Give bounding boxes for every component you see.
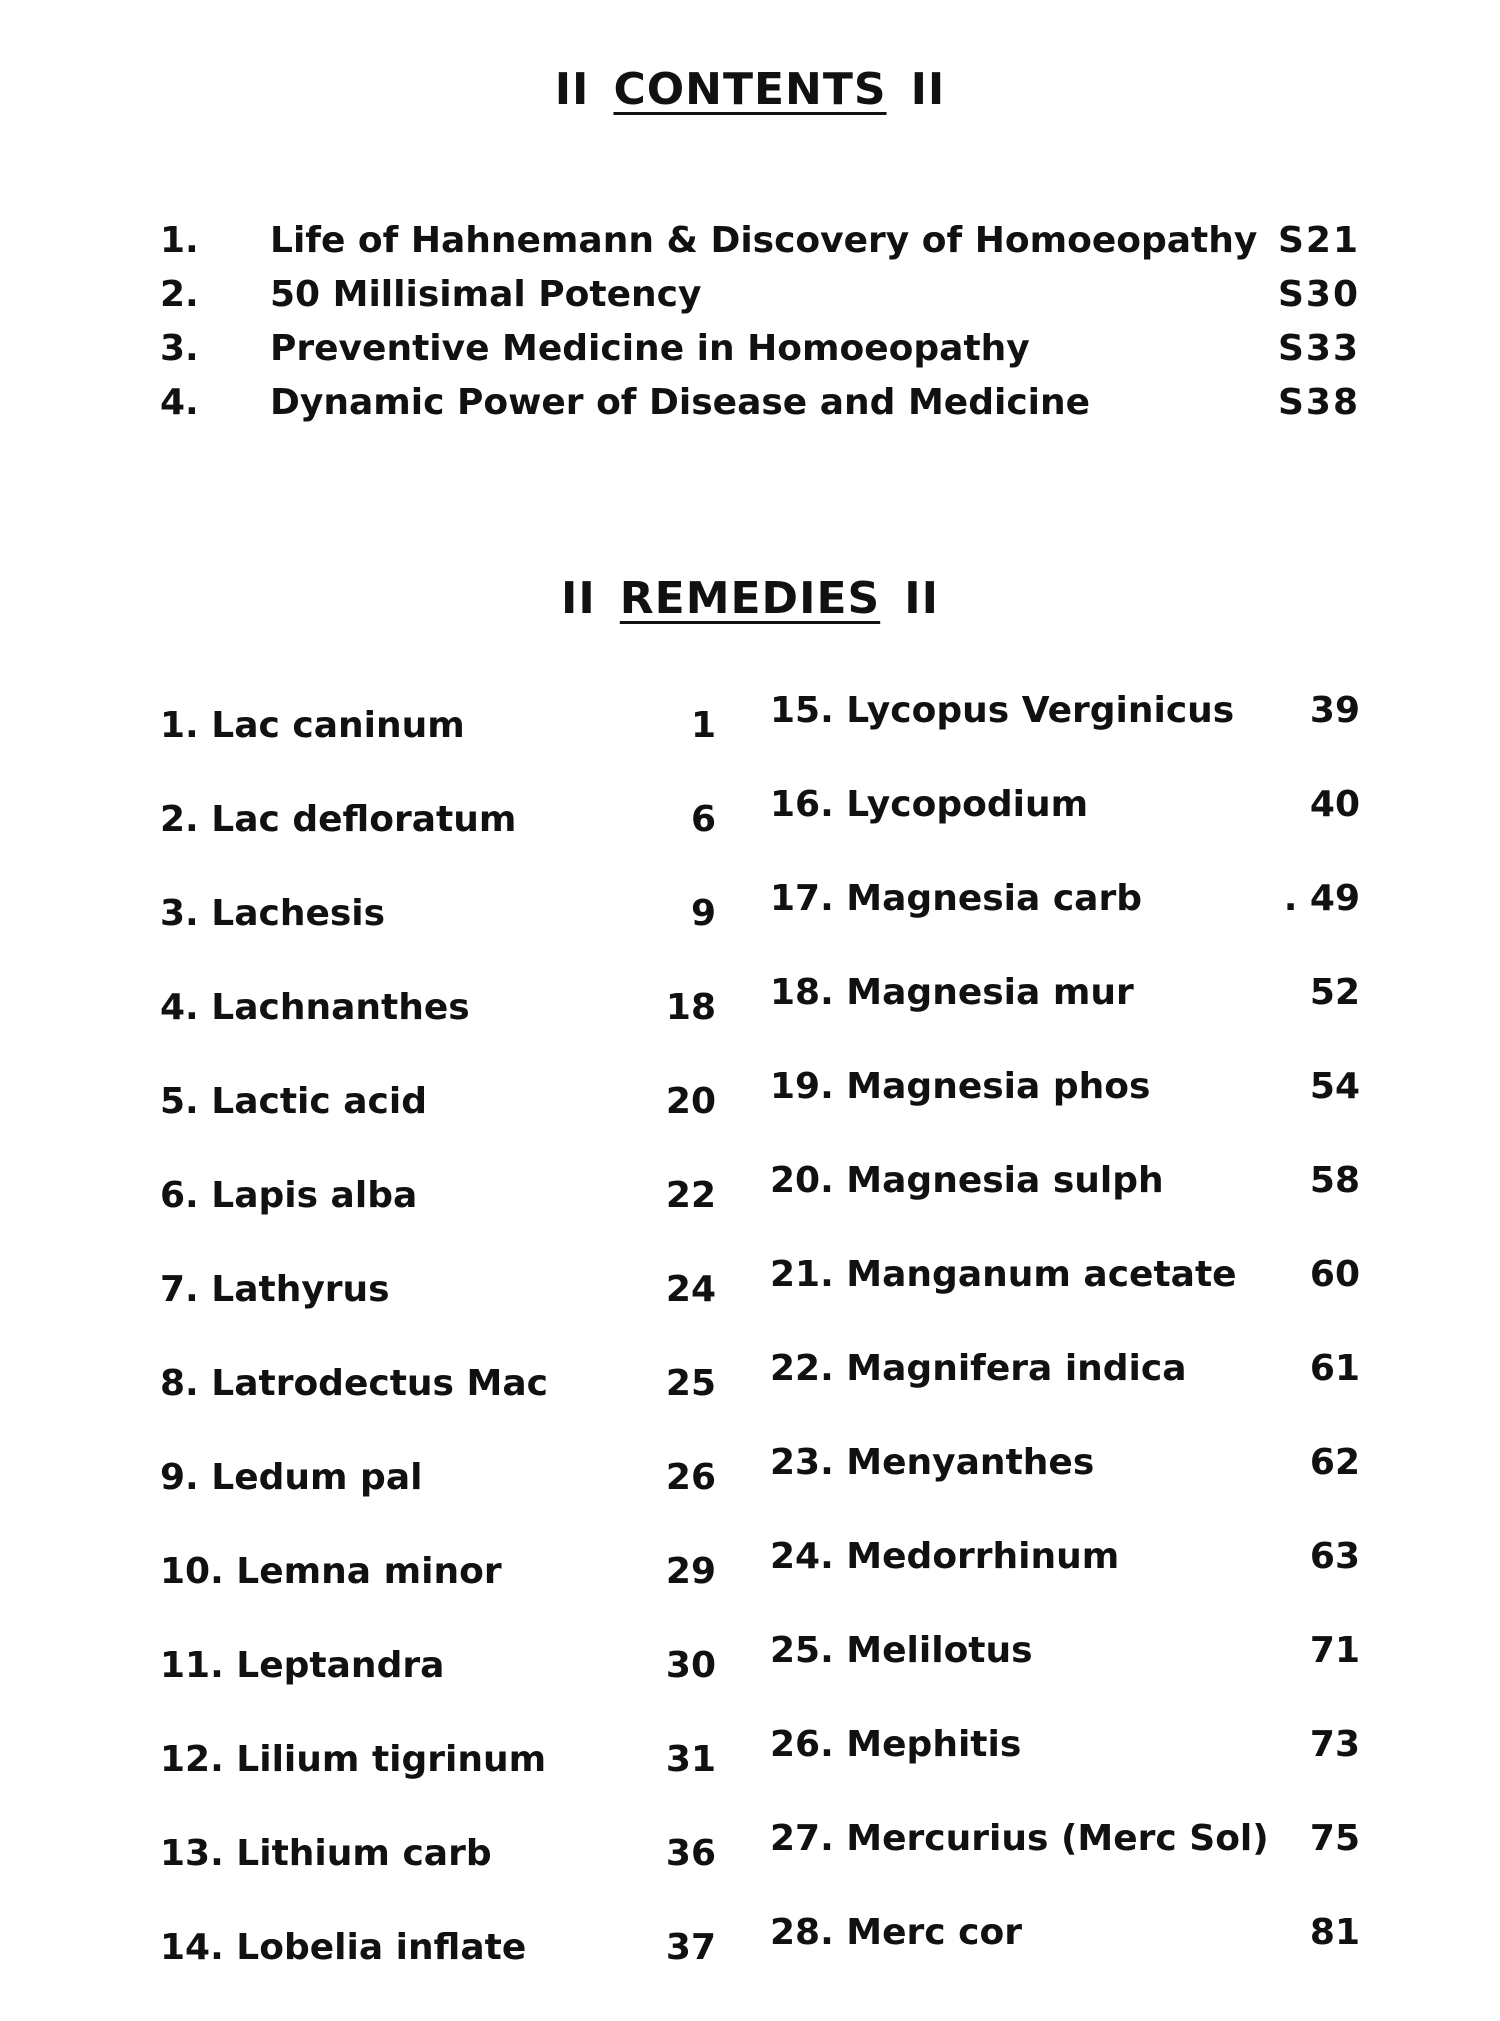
contents-title-text: 50 Millisimal Potency bbox=[270, 274, 702, 315]
remedy-row bbox=[160, 1833, 716, 1927]
remedy-row bbox=[770, 1348, 1360, 1442]
remedy-label: 11. Leptandra bbox=[160, 1645, 445, 1686]
contents-row bbox=[160, 220, 1360, 274]
remedies-title: REMEDIES bbox=[619, 573, 881, 624]
remedy-page: 39 bbox=[1309, 690, 1360, 731]
remedy-page: 25 bbox=[665, 1363, 716, 1404]
contents-number: 2. bbox=[160, 274, 199, 315]
remedy-page: 52 bbox=[1309, 972, 1360, 1013]
remedies-left-column bbox=[160, 705, 716, 2021]
remedy-row bbox=[160, 1269, 716, 1363]
remedy-page: 75 bbox=[1309, 1818, 1360, 1859]
remedy-row bbox=[770, 1724, 1360, 1818]
contents-title-text: Preventive Medicine in Homoeopathy bbox=[270, 328, 1030, 369]
remedy-row bbox=[770, 1254, 1360, 1348]
remedy-label: 26. Mephitis bbox=[770, 1724, 1022, 1765]
remedy-label: 25. Melilotus bbox=[770, 1630, 1033, 1671]
remedy-label: 19. Magnesia phos bbox=[770, 1066, 1151, 1107]
heading-left-bar: II bbox=[554, 64, 590, 115]
remedy-label: 28. Merc cor bbox=[770, 1912, 1022, 1953]
remedy-row bbox=[160, 1551, 716, 1645]
remedy-label: 3. Lachesis bbox=[160, 893, 386, 934]
remedy-page: 22 bbox=[665, 1175, 716, 1216]
remedy-label: 2. Lac defloratum bbox=[160, 799, 517, 840]
remedy-row bbox=[770, 1160, 1360, 1254]
remedies-heading bbox=[0, 573, 1500, 624]
remedy-row bbox=[770, 1912, 1360, 2006]
remedy-page: . 49 bbox=[1283, 878, 1360, 919]
remedy-row bbox=[770, 1536, 1360, 1630]
remedy-page: 30 bbox=[665, 1645, 716, 1686]
contents-row bbox=[160, 274, 1360, 328]
remedy-page: 26 bbox=[665, 1457, 716, 1498]
contents-row bbox=[160, 382, 1360, 436]
contents-number: 4. bbox=[160, 382, 199, 423]
remedy-row bbox=[160, 705, 716, 799]
remedy-page: 63 bbox=[1309, 1536, 1360, 1577]
remedy-label: 17. Magnesia carb bbox=[770, 878, 1142, 919]
remedy-label: 8. Latrodectus Mac bbox=[160, 1363, 548, 1404]
remedy-label: 13. Lithium carb bbox=[160, 1833, 492, 1874]
remedy-label: 9. Ledum pal bbox=[160, 1457, 423, 1498]
remedy-row bbox=[160, 1363, 716, 1457]
contents-title-text: Dynamic Power of Disease and Medicine bbox=[270, 382, 1091, 423]
contents-number: 3. bbox=[160, 328, 199, 369]
contents-page: S38 bbox=[1277, 382, 1360, 423]
remedy-label: 1. Lac caninum bbox=[160, 705, 465, 746]
remedy-row bbox=[770, 1630, 1360, 1724]
remedy-page: 6 bbox=[690, 799, 716, 840]
remedy-page: 58 bbox=[1309, 1160, 1360, 1201]
remedy-row bbox=[770, 972, 1360, 1066]
remedy-page: 29 bbox=[665, 1551, 716, 1592]
remedy-row bbox=[160, 1175, 716, 1269]
remedy-page: 71 bbox=[1309, 1630, 1360, 1671]
remedy-label: 5. Lactic acid bbox=[160, 1081, 427, 1122]
remedy-label: 4. Lachnanthes bbox=[160, 987, 470, 1028]
remedy-row bbox=[770, 878, 1360, 972]
remedy-label: 10. Lemna minor bbox=[160, 1551, 502, 1592]
remedy-page: 20 bbox=[665, 1081, 716, 1122]
remedy-row bbox=[160, 1927, 716, 2021]
remedy-page: 37 bbox=[665, 1927, 716, 1968]
remedy-label: 15. Lycopus Verginicus bbox=[770, 690, 1235, 731]
contents-page: S30 bbox=[1277, 274, 1360, 315]
heading-right-bar: II bbox=[904, 573, 939, 624]
remedy-row bbox=[770, 1818, 1360, 1912]
remedy-row bbox=[160, 987, 716, 1081]
remedy-label: 16. Lycopodium bbox=[770, 784, 1089, 825]
remedy-label: 12. Lilium tigrinum bbox=[160, 1739, 547, 1780]
contents-number: 1. bbox=[160, 220, 199, 261]
remedy-row bbox=[770, 1066, 1360, 1160]
remedy-row bbox=[160, 799, 716, 893]
remedy-label: 22. Magnifera indica bbox=[770, 1348, 1187, 1389]
remedy-page: 18 bbox=[665, 987, 716, 1028]
contents-page: S33 bbox=[1277, 328, 1360, 369]
contents-title-text: Life of Hahnemann & Discovery of Homoeopathy bbox=[270, 220, 1258, 261]
remedy-page: 54 bbox=[1309, 1066, 1360, 1107]
remedy-row bbox=[160, 1739, 716, 1833]
remedy-page: 81 bbox=[1309, 1912, 1360, 1953]
remedy-label: 18. Magnesia mur bbox=[770, 972, 1134, 1013]
remedy-page: 36 bbox=[665, 1833, 716, 1874]
contents-page: S21 bbox=[1277, 220, 1360, 261]
heading-right-bar: II bbox=[910, 64, 946, 115]
remedy-label: 7. Lathyrus bbox=[160, 1269, 390, 1310]
remedy-label: 20. Magnesia sulph bbox=[770, 1160, 1164, 1201]
contents-row bbox=[160, 328, 1360, 382]
remedy-row bbox=[160, 1457, 716, 1551]
remedies-right-column bbox=[770, 690, 1360, 2006]
remedy-row bbox=[160, 893, 716, 987]
remedy-row bbox=[160, 1645, 716, 1739]
remedy-page: 60 bbox=[1309, 1254, 1360, 1295]
remedy-page: 31 bbox=[665, 1739, 716, 1780]
remedy-label: 6. Lapis alba bbox=[160, 1175, 418, 1216]
contents-heading bbox=[0, 64, 1500, 115]
remedy-page: 9 bbox=[690, 893, 716, 934]
heading-left-bar: II bbox=[561, 573, 596, 624]
remedy-page: 62 bbox=[1309, 1442, 1360, 1483]
remedy-label: 21. Manganum acetate bbox=[770, 1254, 1237, 1295]
remedy-label: 14. Lobelia inflate bbox=[160, 1927, 527, 1968]
remedy-page: 73 bbox=[1309, 1724, 1360, 1765]
remedy-page: 24 bbox=[665, 1269, 716, 1310]
remedy-row bbox=[770, 1442, 1360, 1536]
remedy-page: 61 bbox=[1309, 1348, 1360, 1389]
remedy-page: 1 bbox=[690, 705, 716, 746]
contents-title: CONTENTS bbox=[613, 64, 887, 115]
contents-list bbox=[160, 220, 1360, 436]
remedy-label: 27. Mercurius (Merc Sol) bbox=[770, 1818, 1269, 1859]
remedy-row bbox=[770, 690, 1360, 784]
remedy-row bbox=[770, 784, 1360, 878]
remedy-page: 40 bbox=[1309, 784, 1360, 825]
remedy-label: 23. Menyanthes bbox=[770, 1442, 1095, 1483]
remedy-row bbox=[160, 1081, 716, 1175]
remedy-label: 24. Medorrhinum bbox=[770, 1536, 1120, 1577]
